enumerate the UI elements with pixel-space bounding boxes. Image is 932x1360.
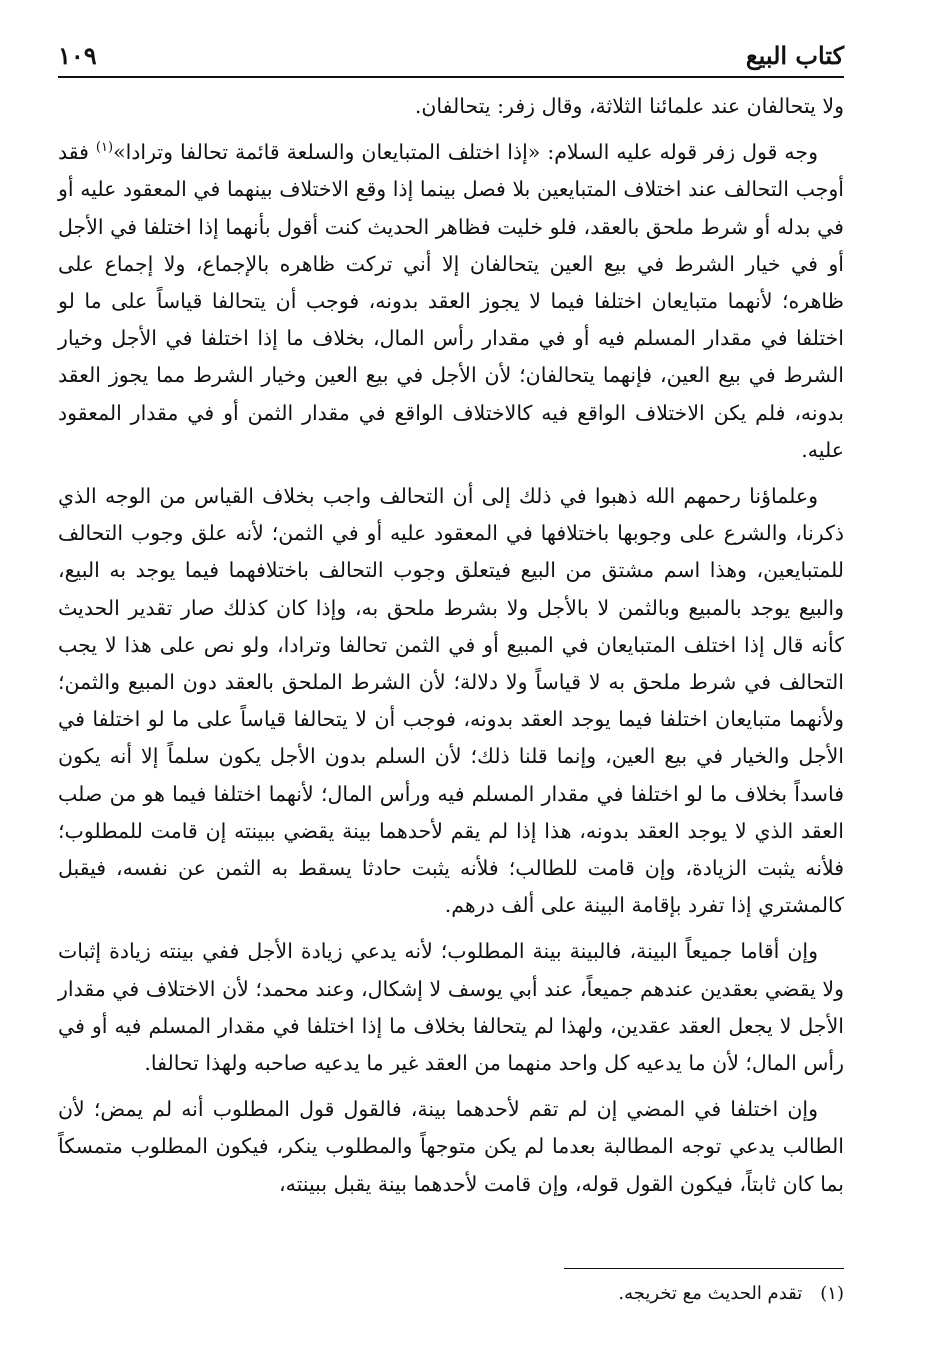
footnote-number: (١) bbox=[820, 1283, 844, 1304]
paragraph-5: وإن اختلفا في المضي إن لم تقم لأحدهما بينة، فالقول قول المطلوب أنه لم يمض؛ لأن الطالب يدعي توجه المطالبة بعدما لم يكن متوجهاً والمطلوب ينكر، فيكون المطلوب متمسكاً بما كان ثابتاً، فيكون القول قوله، وإن قامت لأحدهما بينة يقبل ببينته، bbox=[58, 1097, 844, 1196]
paragraph-2-body: فقد أوجب التحالف عند اختلاف المتبايعين بلا فصل بينما إذا وقع الاختلاف بينهما في المعقود عليه أو في بدله أو شرط ملحق بالعقد، فلو خليت فظاهر الحديث كنت أقول بأنهما إذا اختلفا في الأجل أو في خيار الشرط في بيع العين يتحالفان إلا أني تركت ظاهره بالإجماع، ولا إجماع على ظاهره؛ لأنهما متبايعان اختلفا فيما لا يجوز العقد بدونه، فوجب أن يتحالفا قياساً على ما لو اختلفا في مقدار المسلم فيه أو في مقدار رأس المال، بخلاف ما إذا اختلفا في الأجل وخيار الشرط في بيع العين، فإنهما يتحالفان؛ لأن الأجل في بيع العين وخيار الشرط مما يجوز العقد بدونه، فلم يكن الاختلاف الواقع فيه كالاختلاف الواقع في مقدار الثمن أو في مقدار المعقود عليه. bbox=[58, 140, 844, 462]
footnote bbox=[618, 1279, 844, 1309]
page-number: ١٠٩ bbox=[58, 41, 97, 70]
paragraph-2-opening: وجه قول زفر قوله عليه السلام: «إذا اختلف المتبايعان والسلعة قائمة تحالفا وترادا» bbox=[113, 140, 818, 165]
main-text bbox=[58, 88, 844, 1212]
footnote-reference: (١) bbox=[95, 140, 114, 156]
paragraph-2 bbox=[58, 134, 844, 469]
page-header bbox=[58, 28, 844, 70]
chapter-title: كتاب البيع bbox=[745, 41, 844, 70]
paragraph-1: ولا يتحالفان عند علمائنا الثلاثة، وقال زفر: يتحالفان. bbox=[414, 94, 844, 118]
paragraph-4: وإن أقاما جميعاً البينة، فالبينة بينة المطلوب؛ لأنه يدعي زيادة الأجل ففي بينته زيادة إثبات ولا يقضي بعقدين عندهم جميعاً، عند أبي يوسف لا إشكال، وعند محمد؛ لأن الاختلاف في مقدار الأجل لا يجعل العقد عقدين، ولهذا لم يتحالفا بخلاف ما إذا اختلفا في مقدار المسلم فيه أو في رأس المال؛ لأن ما يدعيه كل واحد منهما من العقد غير ما يدعيه صاحبه ولهذا تحالفا. bbox=[58, 939, 844, 1076]
footnote-divider bbox=[564, 1268, 844, 1269]
paragraph-3: وعلماؤنا رحمهم الله ذهبوا في ذلك إلى أن التحالف واجب بخلاف القياس من الوجه الذي ذكرنا، والشرع على وجوبها باختلافها في المعقود عليه أو في الثمن؛ لأنه علق وجوب التحالف للمتبايعين، وهذا اسم مشتق من البيع فيتعلق وجوب التحالف باختلافهما فيما يوجد به البيع، والبيع يوجد بالمبيع وبالثمن لا بالأجل ولا بشرط ملحق به، وإذا كان كذلك صار تقدير الحديث كأنه قال إذا اختلف المتبايعان في المبيع أو في الثمن تحالفا وترادا، ولو نص على هذا لا يجب التحالف في شرط ملحق به لا قياساً ولا دلالة؛ لأن الشرط الملحق بالعقد دون المبيع والثمن؛ ولأنهما متبايعان اختلفا فيما يوجد العقد بدونه، فوجب أن لا يتحالفا قياساً على ما لو اختلفا في الأجل والخيار في بيع العين، وإنما قلنا ذلك؛ لأن السلم بدون الأجل يكون سلماً إلا أنه يكون فاسداً بخلاف ما لو اختلفا في مقدار المسلم فيه ورأس المال؛ لأنهما اختلفا فيما هو من صلب العقد الذي لا يوجد العقد بدونه، هذا إذا لم يقم لأحدهما بينة يقضي ببينته إن قامت للمطلوب؛ فلأنه يثبت الزيادة، وإن قامت للطالب؛ فلأنه يثبت حادثا يسقط به الثمن عن نفسه، فيقبل كالمشتري إذا تفرد بإقامة البينة على ألف درهم. bbox=[58, 484, 844, 918]
footnote-text: تقدم الحديث مع تخريجه. bbox=[618, 1283, 803, 1304]
header-divider bbox=[58, 76, 844, 78]
